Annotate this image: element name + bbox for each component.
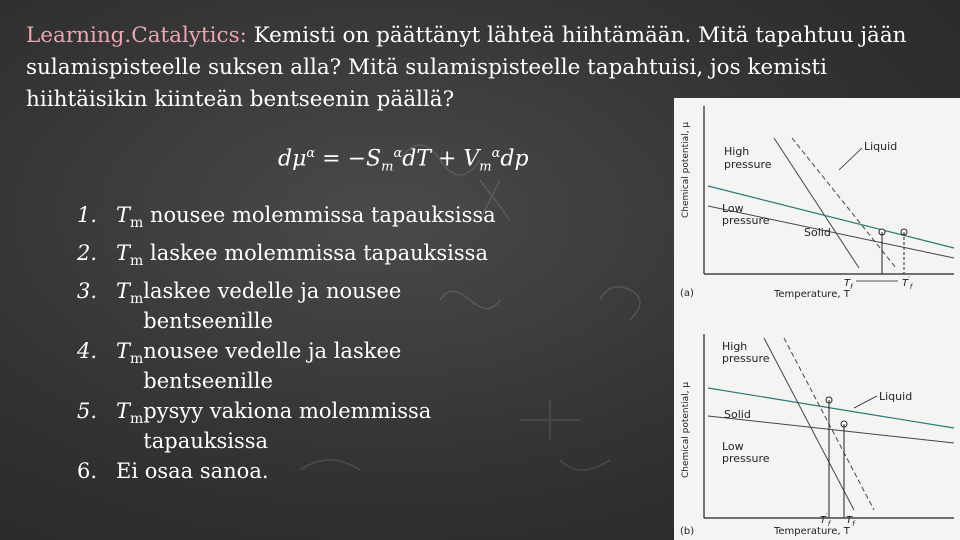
svg-text:pressure: pressure — [722, 214, 770, 227]
panel-b-label: (b) — [680, 526, 695, 537]
svg-text:pressure: pressure — [724, 158, 772, 171]
chemical-potential-figure — [674, 98, 960, 540]
answer-option-1[interactable]: 1. $T_m$ nousee molemmissa tapauksissa — [77, 203, 496, 232]
tf-label-a1: $T_f$ — [844, 278, 853, 291]
liquid-line-high — [792, 138, 896, 268]
question-text: Kemisti on päättänyt lähteä hiihtämään. Mitä tapahtuu jään sulamispisteelle suksen alla? Mitä sulamispisteelle tapahtuisi, jos kemisti hiihtäisikin kiinteän bentseenin päällä? — [26, 23, 907, 112]
y-axis-label-a: Chemical potential, μ — [681, 121, 691, 218]
liquid-line-low — [774, 138, 859, 268]
solid-label-b: Solid — [724, 408, 751, 421]
answer-options — [72, 200, 672, 486]
low-pressure-label-a: Low — [722, 202, 744, 215]
learning-catalytics-label: Learning.Catalytics: — [26, 23, 247, 48]
chemical-potential-formula: $d\mu^\alpha = -S_m^\alpha dT + V_m^\alpha dp$ — [278, 146, 529, 175]
svg-text:pressure: pressure — [722, 352, 770, 365]
answer-option-2[interactable]: 2. $T_m$ laskee molemmissa tapauksissa — [77, 241, 488, 270]
tf-prime-label-a: $T'_f$ — [902, 275, 913, 291]
high-pressure-label-a: High — [724, 145, 750, 158]
panel-b — [680, 334, 954, 537]
answer-option-5[interactable]: 5. $T_mpysyy$ vakiona molemmissa tapauksissa — [77, 399, 432, 454]
tf-label-b: $T_f$ — [846, 515, 855, 528]
answer-option-6[interactable]: 6. Ei osaa sanoa. — [77, 459, 269, 484]
svg-text:pressure: pressure — [722, 452, 770, 465]
x-axis-label-a: Temperature, T — [774, 289, 850, 300]
solid-label-a: Solid — [804, 226, 831, 239]
answer-option-3[interactable]: 3. $T_mlaskee$ vedelle ja nousee bentseenille — [77, 279, 402, 334]
panel-a-label: (a) — [680, 288, 694, 299]
x-axis-label-b: Temperature, T — [774, 526, 850, 537]
panel-a — [680, 106, 954, 300]
low-pressure-label-b: Low — [722, 440, 744, 453]
high-pressure-label-b: High — [722, 340, 748, 353]
answer-option-4[interactable]: 4. $T_mnousee$ vedelle ja laskee bentseenille — [77, 339, 402, 394]
tf-prime-label-b: $T'_f$ — [820, 512, 831, 528]
liquid-label-b: Liquid — [879, 390, 913, 403]
y-axis-label-b: Chemical potential, μ — [681, 381, 691, 478]
liquid-label-a: Liquid — [864, 140, 898, 153]
